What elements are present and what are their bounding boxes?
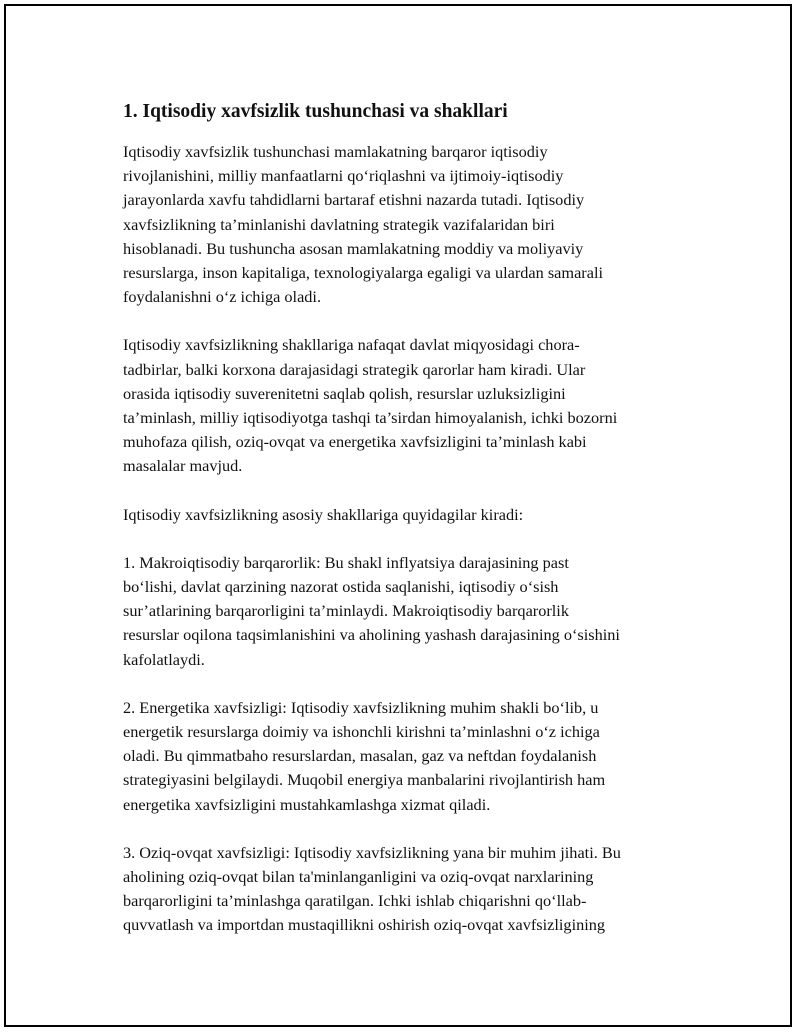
document-body (123, 99, 693, 962)
text-line: xavfsizlikning ta’minlanishi davlatning strategik vazifalaridan biri (123, 214, 555, 234)
text-line: strategiyasini belgilaydi. Muqobil energiya manbalarini rivojlantirish ham (123, 770, 606, 790)
list-item-food (123, 841, 693, 938)
text-line: masalalar mavjud. (123, 456, 243, 476)
section-heading: 1. Iqtisodiy xavfsizlik tushunchasi va shakllari (123, 101, 508, 122)
text-line: resurslarga, inson kapitaliga, texnologiyalarga egaligi va ulardan samarali (123, 263, 603, 283)
text-line: 1. Makroiqtisodiy barqarorlik: Bu shakl inflyatsiya darajasining past (123, 552, 569, 572)
list-item-energy (123, 696, 693, 817)
text-line: bo‘lishi, davlat qarzining nazorat ostida saqlanishi, iqtisodiy o‘sish (123, 577, 559, 597)
text-line: energetika xavfsizligini mustahkamlashga xizmat qiladi. (123, 794, 491, 814)
paragraph-list-intro (123, 503, 693, 527)
text-line: ta’minlash, milliy iqtisodiyotga tashqi ta’sirdan himoyalanish, ichki bozorni (123, 408, 618, 428)
text-line: aholining oziq-ovqat bilan ta'minlanganligini va oziq-ovqat narxlarining (123, 867, 594, 887)
text-line: resurslar oqilona taqsimlanishini va aholining yashash darajasining o‘sishini (123, 625, 620, 645)
text-line: energetik resurslarga doimiy va ishonchli kirishni ta’minlashni o‘z ichiga (123, 722, 600, 742)
text-line: Iqtisodiy xavfsizlikning shakllariga nafaqat davlat miqyosidagi chora- (123, 335, 580, 355)
text-line: rivojlanishini, milliy manfaatlarni qo‘riqlashni va ijtimoiy-iqtisodiy (123, 166, 564, 186)
text-line: orasida iqtisodiy suverenitetni saqlab qolish, resurslar uzluksizligini (123, 383, 566, 403)
page-frame (4, 4, 792, 1027)
list-item-macroeconomic (123, 551, 693, 672)
text-line: 2. Energetika xavfsizligi: Iqtisodiy xavfsizlikning muhim shakli bo‘lib, u (123, 697, 599, 717)
text-line: hisoblanadi. Bu tushuncha asosan mamlakatning moddiy va moliyaviy (123, 238, 584, 258)
text-line: foydalanishni o‘z ichiga oladi. (123, 287, 322, 307)
text-line: barqarorligini ta’minlashga qaratilgan. Ichki ishlab chiqarishni qo‘llab- (123, 891, 587, 911)
text-line: oladi. Bu qimmatbaho resurslardan, masalan, gaz va neftdan foydalanish (123, 746, 597, 766)
text-line: tadbirlar, balki korxona darajasidagi strategik qarorlar ham kiradi. Ular (123, 359, 586, 379)
text-line: quvvatlash va importdan mustaqillikni oshirish oziq-ovqat xavfsizligining (123, 915, 606, 935)
text-line: jarayonlarda xavfu tahdidlarni bartaraf etishni nazarda tutadi. Iqtisodiy (123, 190, 585, 210)
text-line: sur’atlarining barqarorligini ta’minlaydi. Makroiqtisodiy barqarorlik (123, 601, 569, 621)
text-line: muhofaza qilish, oziq-ovqat va energetika xavfsizligini ta’minlash kabi (123, 432, 587, 452)
text-line: kafolatlaydi. (123, 649, 205, 669)
paragraph-forms (123, 333, 693, 478)
text-line: 3. Oziq-ovqat xavfsizligi: Iqtisodiy xavfsizlikning yana bir muhim jihati. Bu (123, 842, 621, 862)
text-line: Iqtisodiy xavfsizlik tushunchasi mamlakatning barqaror iqtisodiy (123, 142, 548, 161)
paragraph-intro (123, 140, 693, 309)
text-line: Iqtisodiy xavfsizlikning asosiy shakllariga quyidagilar kiradi: (123, 504, 524, 524)
